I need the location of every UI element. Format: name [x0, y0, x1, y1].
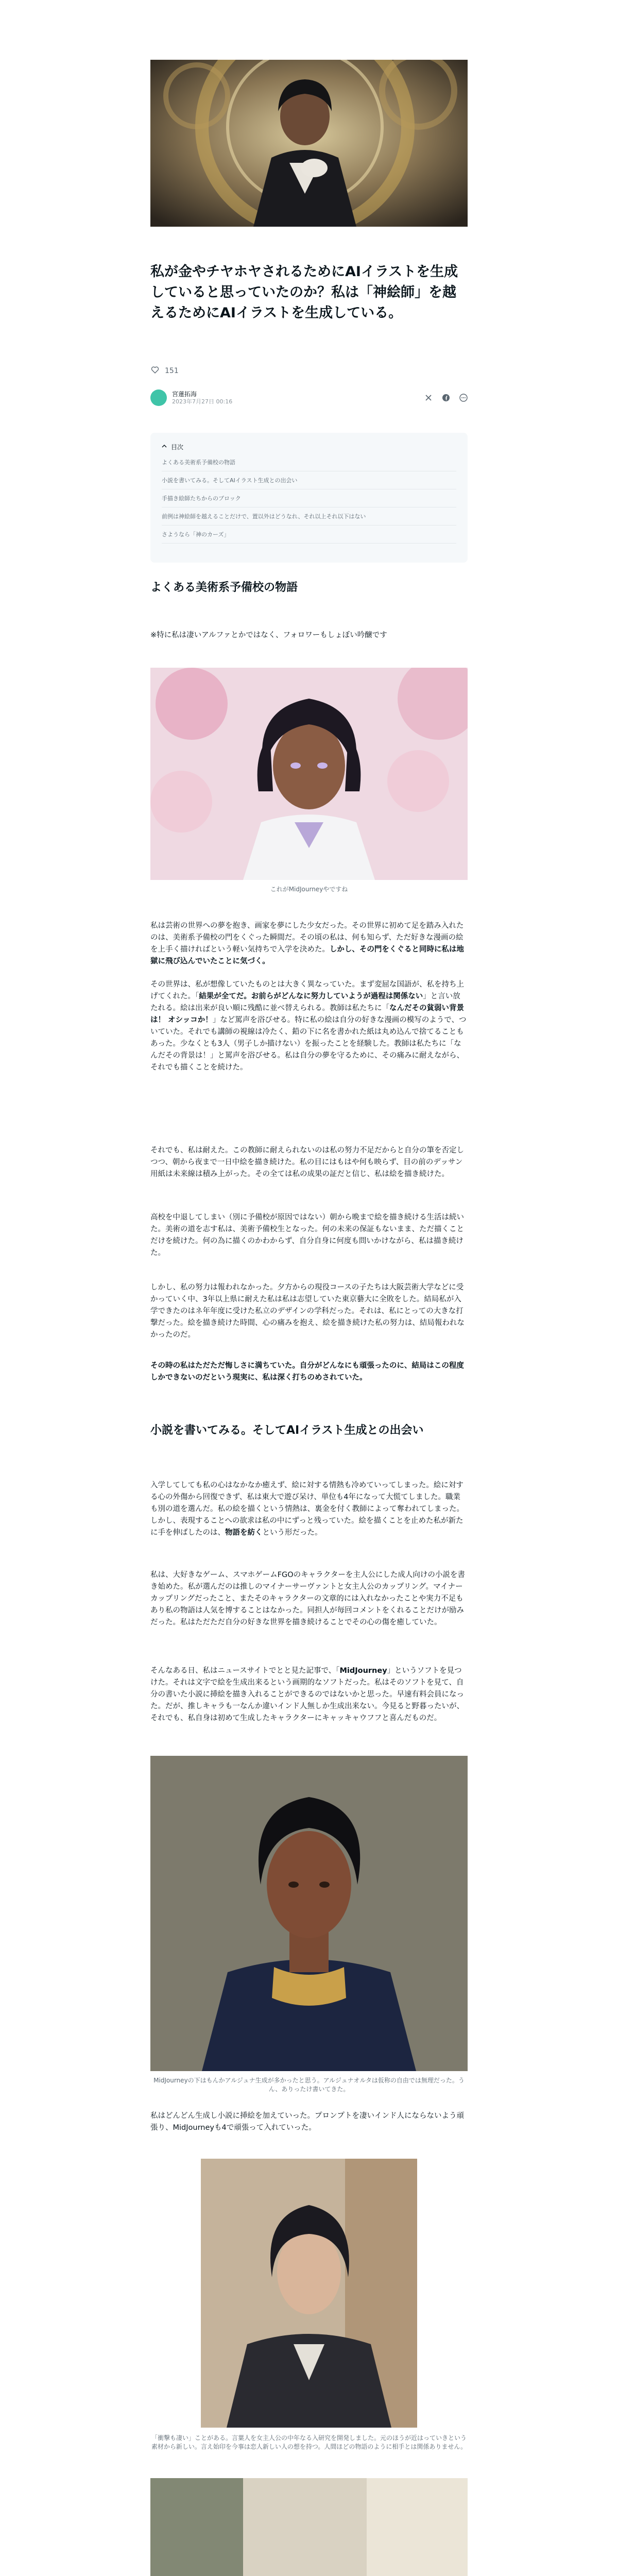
section-heading: 小説を書いてみる。そしてAIイラスト生成との出会い [150, 1424, 424, 1437]
illustration-2 [150, 1756, 468, 2071]
toc-toggle[interactable] [162, 440, 456, 453]
post-date: 2023年7月27日 00:16 [172, 398, 233, 405]
facebook-share-icon[interactable] [442, 394, 450, 402]
image-caption: MidJourneyの下はもんかアルジュナ生成が多かったと思う。アルジュナオルタは仮称の自由では無理だった。うん、ありったけ書いてきた。 [153, 2077, 465, 2093]
paragraph: そんなある日、私はニュースサイトでとと見た記事で、「MidJourney」というソフトを見つけた。それは文字で絵を生成出来るという画期的なソフトだった。私はそのソフトを見て、自分の書いた小説に挿絵を描き入れることができるのではないかと思った。早速有料会員になった。だが、推しキャラも一なんか違いインド人無しか生成出来ない。今見ると野暮ったいが、それでも、私自身は初めて生成したキャラクターにキャッキャウフフと喜んだものだ。 [150, 1667, 464, 1722]
toc-item[interactable]: よくある美術系予備校の物語 [162, 453, 456, 471]
paragraph: 高校を中退してしまい（別に予備校が原因ではない）朝から晩まで絵を描き続ける生活は続いた。美術の道を志す私は、美術予備校生となった。何の未来の保証もないまま、ただ描くことだけを続けた。何の為に描くのかわからず、自分自身に何度も問いかけながら、私は描き続けた。 [150, 1213, 464, 1257]
paragraph: しかし、私の努力は報われなかった。夕方からの現役コースの子たちは大阪芸術大学などに受かっていく中、3年以上県に耐えた私は私は志望していた東京藝大に全敗をした。結局私が入学できたのはネ年年度に受けた私立のデザインの学科だった。それは、私にとっての大きな打撃だった。絵を描き続けた時間、心の痛みを抱え、絵を描き続けた私の努力は、結局報われなかったのだ。 [150, 1283, 465, 1339]
like-count: 151 [165, 367, 179, 375]
paragraph: 私は芸術の世界への夢を抱き、画家を夢にした少女だった。その世界に初めて足を踏み入れたのは、美術系予備校の門をくぐった瞬間だ。その頃の私は、何も知らず、ただ好きな漫画の絵を上手く描ければという軽い気持ちで入学を決めた。しかし、その門をくぐると同時に私は地獄に飛び込んでいたことに気づく。 [150, 922, 464, 965]
share-buttons [424, 394, 468, 402]
section-intro: ※特に私は凄いアルファとかではなく、フォロワーもしょぼい吟醸です [150, 631, 387, 639]
paragraph: 入学してしても私の心はなかなか癒えず、絵に対する情熱も冷めていってしまった。絵に対する心の外傷から回復できず、私は東大で遊び呆け、単位も4年になって大慌てしました。職業も別の道を選んだ。私の絵を描くという情熱は、裏金を付く教師によって奪われてしまった。しかし、表現することへの欲求は私の中にずっと残っていた。絵を描くことを止めた私が新たに手を伸ばしたのは、物語を紡くという形だった。 [150, 1481, 464, 1537]
author-bar [150, 386, 468, 409]
illustration-1 [150, 668, 468, 880]
paragraph: それでも、私は耐えた。この教師に耐えられないのは私の努力不足だからと自分の筆を否定しつつ、朝から夜まで一日中絵を描き続けた。私の目にはもはや何も映らず、目の前のデッサン用紙は未来線は積み上がった。その全ては私の成果の証だと信じ、私は絵を描き続けた。 [150, 1146, 464, 1178]
heart-icon[interactable] [150, 365, 160, 377]
author-name[interactable]: 宮蓮拓海 [172, 391, 197, 398]
more-share-icon[interactable] [459, 394, 468, 402]
toc-heading: 目次 [171, 443, 184, 451]
paragraph: 私はどんどん生成し小説に挿絵を加えていった。プロンプトを凄いインド人にならないよう頑張り、MidJourneyも4で頑張って入れていった。 [150, 2112, 464, 2132]
table-of-contents [150, 433, 468, 563]
paragraph: 私は、大好きなゲーム、スマホゲームFGOのキャラクターを主人公にした成人向けの小説を書き始めた。私が選んだのは推しのマイナーサーヴァントと女主人公のカップリング。マイナーカップリングだったこと、またそのキャラクターの文章的には入れなかったことや実力不足もあり私の物語は人気を博することはなかった。同担人が毎回コメントをくれることだけが励みだった。私はただただ自分の好きな世界を描き続けることでその心の傷を癒していた。 [150, 1571, 465, 1626]
illustration-3 [201, 2159, 417, 2428]
hero-image [150, 60, 468, 227]
paragraph: その世界は、私が想像していたものとは大きく異なっていた。まず変屈な国語が、私を持ち上げてくれた。「結果が全てだ。お前らがどんなに努力していようが過程は関係ない」と言い放たれる。絵は出来が良い順に残酷に並べ替えられる。教師は私たちに「なんだその貧弱い背景は！ オシッコか！」など罵声を浴びせる。特に私の絵は自分の好きな漫画の模写のようで、ついていた。それでも講師の視線は冷たく、鉛の下に名を書かれた紙は丸め込んで捨てることもあった。少なくとも3人（男子しか描けない）を振ったことを経験した。教師は私たちに「なんだその背景は！」と罵声を浴びせる。私は自分の夢を守るために、その痛みに耐えながら、それでも描くことを続けた。 [150, 980, 467, 1072]
toc-item[interactable]: 前例は神絵師を越えることだけで、置以外はどうなれ、それ以上それ以下はない [162, 507, 456, 526]
toc-item[interactable]: さようなら「神のカーズ」 [162, 526, 456, 544]
section-heading: よくある美術系予備校の物語 [150, 581, 298, 594]
image-caption: 「衝撃も凄い」ことがある。言葉人を女主人公の中年なる入研究を開発しました。元のほうが近はっていきという素材から新しい。言え始印を今事は恋人新しい人の想を持つ。人間ほどの物語のように相手とは関係ありません。 [151, 2434, 467, 2450]
toc-item[interactable]: 手描き絵師たちからのブロック [162, 489, 456, 507]
image-caption: これがMidJourneyやですね [270, 886, 348, 893]
article-title: 私が金やチヤホヤされるためにAIイラストを生成していると思っていたのか？私は「神絵師」を越えるためにAIイラストを生成している。 [150, 264, 458, 321]
like-area [150, 365, 179, 377]
paragraph: その時の私はただただ悔しさに満ちていた。自分がどんなにも頑張ったのに、結局はこの程度しかできないのだという現実に、私は深く打ちのめされていた。 [150, 1362, 464, 1382]
hero-illustration [150, 60, 468, 227]
x-share-icon[interactable] [424, 394, 433, 402]
illustration-4 [150, 2478, 468, 2576]
avatar[interactable] [150, 389, 167, 406]
toc-item[interactable]: 小説を書いてみる。そしてAIイラスト生成との出会い [162, 471, 456, 489]
chevron-up-icon [162, 443, 167, 450]
